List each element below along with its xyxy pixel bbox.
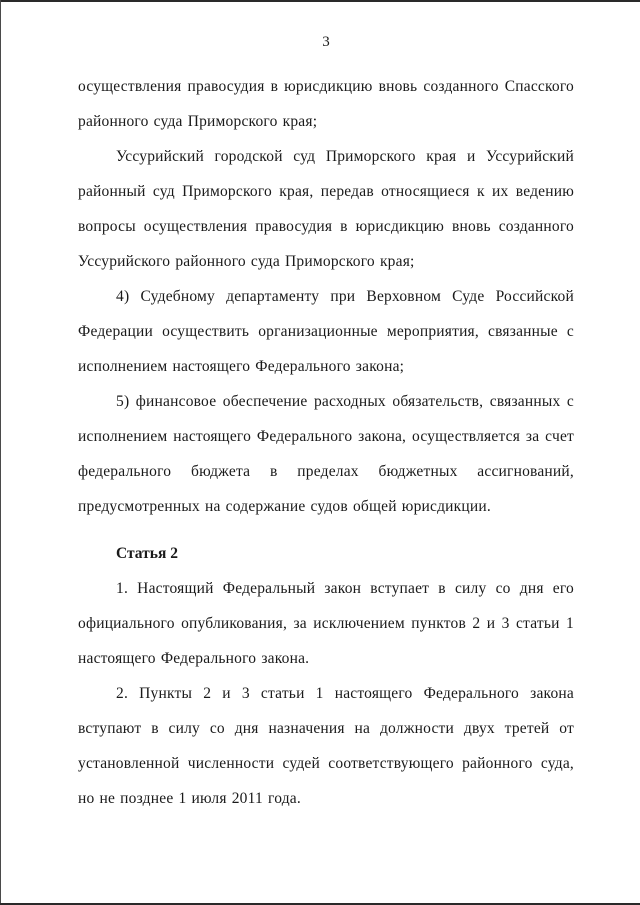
paragraph-ussuriysk-court: Уссурийский городской суд Приморского края и Уссурийский районный суд Приморского края, передав относящиеся к их ведению вопросы осуществления правосудия в юрисдикцию вновь созданного Уссурийского районного суда Приморского края; <box>78 148 574 270</box>
paragraph-article2-item-2: 2. Пункты 2 и 3 статьи 1 настоящего Федерального закона вступают в силу со дня назначения на должности двух третей от установленной численности судей соответствующего районного суда, но не позднее 1 июля 2011 года. <box>78 685 574 807</box>
article-2-heading: Статья 2 <box>116 545 178 562</box>
paragraph-item-5-financing: 5) финансовое обеспечение расходных обязательств, связанных с исполнением настоящего Федерального закона, осуществляется за счет федерального бюджета в пределах бюджетных ассигнований, предусмотренных на содержание судов общей юрисдикции. <box>78 393 574 515</box>
paragraph-article2-item-1: 1. Настоящий Федеральный закон вступает в силу со дня его официального опубликования, за исключением пунктов 2 и 3 статьи 1 настоящего Федерального закона. <box>78 580 574 667</box>
paragraph-continuation-spassky-court: осуществления правосудия в юрисдикцию вновь созданного Спасского районного суда Приморского края; <box>78 78 574 130</box>
page-number: 3 <box>322 34 330 50</box>
paragraph-item-4-judicial-department: 4) Судебному департаменту при Верховном Суде Российской Федерации осуществить организационные мероприятия, связанные с исполнением настоящего Федерального закона; <box>78 288 574 375</box>
document-body <box>78 69 574 816</box>
